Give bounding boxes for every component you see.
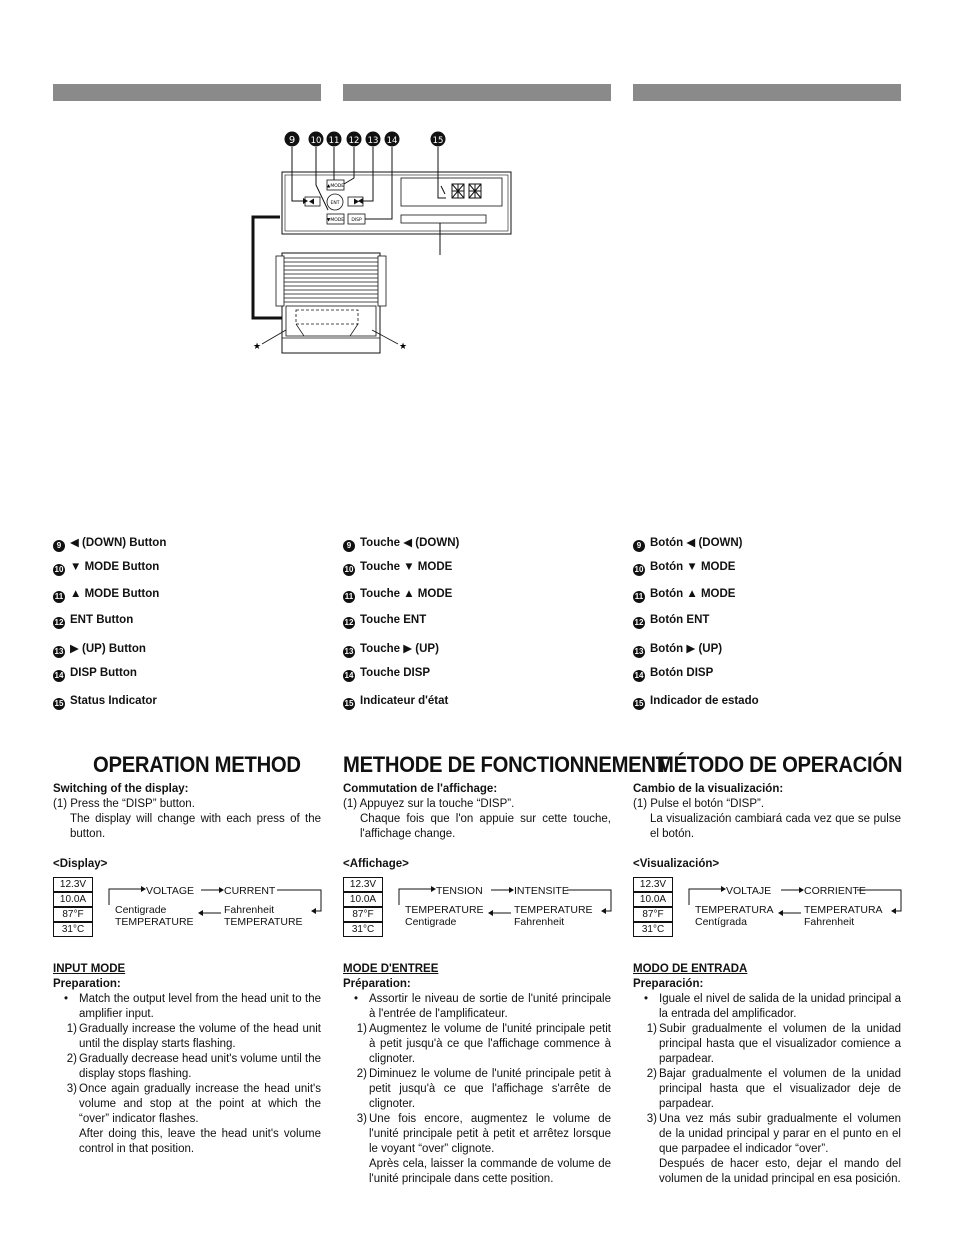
switch-detail: Chaque fois que l'on appuie sur cette touche, l'affichage change. [360,813,611,840]
flow-top-b: CURRENT [224,885,276,897]
input-mode-heading: MODE D'ENTREE [343,963,439,975]
preparation-heading: Préparation: [343,978,411,990]
flow-top-a: VOLTAJE [726,885,772,897]
svg-text:▼MODE: ▼MODE [326,218,345,223]
part-item: 14 DISP Button [54,667,137,680]
part-item: 12 Touche ENT [344,614,427,627]
part-item: 11 Botón ▲ MODE [634,588,736,601]
part-item: 13 Botón ▶ (UP) [634,643,723,656]
svg-text:ENT: ENT [330,201,340,206]
number-badge: 10 [344,565,354,574]
display-value: 12.3V [633,877,673,892]
part-item: 12 Botón ENT [634,614,710,627]
part-item: 9 ◀ (DOWN) Button [53,535,166,552]
step-item: 1) Subir gradualmente el volumen de la unidad principal hasta que el visualizador comience a parpadear. [646,1023,901,1065]
flow-top-b: INTENSITE [514,885,569,897]
display-value: 31°C [343,922,383,937]
preparation-heading: Preparación: [633,978,704,990]
display-value: 31°C [633,922,673,937]
display-flow [633,875,905,945]
part-item: 10 ▼ MODE Button [54,561,160,574]
number-badge: 11 [54,592,64,601]
switch-heading: Cambio de la visualización: [633,783,784,795]
part-item: 12 ENT Button [54,614,134,627]
number-badge: 9 [53,540,65,552]
switch-detail: The display will change with each press of the button. [70,813,321,840]
callout-14: 14 [386,136,398,146]
part-item: 10 Touche ▼ MODE [344,561,453,574]
part-item: 11 ▲ MODE Button [54,588,160,601]
flow-top-a: VOLTAGE [146,885,195,897]
part-item: 14 Botón DISP [634,667,714,680]
display-heading: <Affichage> [343,858,409,870]
part-item: 10 Botón ▼ MODE [634,561,736,574]
number-badge: 15 [634,699,644,708]
callout-9: 9 [288,135,296,146]
preparation-bullet: • Match the output level from the head unit to the amplifier input. [53,992,321,1022]
after-note: Después de hacer esto, dejar el mando del volumen de la unidad principal en esa posición. [659,1158,901,1185]
switch-detail: La visualización cambiará cada vez que se pulse el botón. [650,813,901,840]
flow-bottom-b: Fahrenheit TEMPERATURE [224,904,303,928]
preparation-heading: Preparation: [53,978,121,990]
flow-bottom-b: TEMPERATURE Fahrenheit [514,904,593,928]
part-item: 13 Touche ▶ (UP) [344,643,439,656]
number-badge: 12 [344,618,354,627]
svg-text:▲MODE: ▲MODE [326,184,345,189]
number-badge: 13 [54,647,64,656]
display-value: 10.0A [53,892,93,907]
callout-11: 11 [328,136,340,146]
display-value: 87°F [633,907,673,922]
callout-13: 13 [367,136,379,146]
number-badge: 9 [633,540,645,552]
part-item: 14 Touche DISP [344,667,431,680]
display-flow [343,875,615,945]
star-mark-right: ★ [398,342,408,352]
switch-step: (1) Pulse el botón “DISP”. [633,798,765,810]
step-item: 3) Une fois encore, augmentez le volume de l'unité principale petit à petit et arrêtez lorsque le voyant “over” clignote. [356,1113,611,1155]
part-item: 15 Status Indicator [54,695,157,708]
flow-bottom-a: TEMPERATURE Centigrade [405,904,484,928]
number-badge: 9 [343,540,355,552]
number-badge: 10 [54,565,64,574]
step-item: 3) Once again gradually increase the head unit's volume and stop at the point at which the “over” indicator flashes. [66,1083,321,1125]
number-badge: 12 [634,618,644,627]
step-item: 1) Augmentez le volume de l'unité principale petit à petit jusqu'à ce que l'affichage commence à clignoter. [356,1023,611,1065]
section-title: OPERATION METHOD [93,752,301,777]
star-mark-left: ★ [252,342,262,352]
number-badge: 12 [54,618,64,627]
step-item: 3) Una vez más subir gradualmente el volumen de la unidad principal y parar en el punto en el que parpadee el indicador “over”. [646,1113,901,1155]
svg-text:DISP: DISP [351,218,362,223]
switch-step: (1) Press the “DISP” button. [53,798,195,810]
display-heading: <Display> [53,858,108,870]
display-value: 12.3V [53,877,93,892]
step-item: 2) Bajar gradualmente el volumen de la unidad principal hasta que el visualizador deje de parpadear. [646,1068,901,1110]
callout-15: 15 [432,136,444,146]
part-item: 11 Touche ▲ MODE [344,588,453,601]
display-value: 12.3V [343,877,383,892]
number-badge: 10 [634,565,644,574]
flow-top-a: TENSION [436,885,483,897]
flow-bottom-a: Centigrade TEMPERATURE [115,904,194,928]
number-badge: 13 [634,647,644,656]
switch-step: (1) Appuyez sur la touche “DISP”. [343,798,515,810]
switch-heading: Switching of the display: [53,783,189,795]
number-badge: 14 [344,671,354,680]
section-title: METHODE DE FONCTIONNEMENT [343,752,668,777]
after-note: After doing this, leave the head unit's volume control in that position. [79,1128,321,1155]
part-item: 9 Touche ◀ (DOWN) [343,535,459,552]
flow-bottom-b: TEMPERATURA Fahrenheit [804,904,883,928]
display-value: 10.0A [633,892,673,907]
display-value: 87°F [53,907,93,922]
step-item: 1) Gradually increase the volume of the head unit until the display starts flashing. [66,1023,321,1050]
display-heading: <Visualización> [633,858,720,870]
section-title: MÉTODO DE OPERACIÓN [657,752,903,777]
number-badge: 11 [344,592,354,601]
part-item: 15 Indicador de estado [634,695,759,708]
input-mode-heading: INPUT MODE [53,963,126,975]
switch-heading: Commutation de l'affichage: [343,783,498,795]
flow-top-b: CORRIENTE [804,885,866,897]
preparation-bullet: • Assortir le niveau de sortie de l'unité principale à l'entrée de l'amplificateur. [343,992,611,1022]
number-badge: 15 [344,699,354,708]
display-value: 31°C [53,922,93,937]
callout-12: 12 [348,136,360,146]
number-badge: 14 [634,671,644,680]
number-badge: 15 [54,699,64,708]
after-note: Après cela, laisser la commande de volume de l'unité principale dans cette position. [369,1158,611,1185]
number-badge: 13 [344,647,354,656]
part-item: 13 ▶ (UP) Button [54,643,146,656]
display-value: 10.0A [343,892,383,907]
amplifier-diagram [0,0,954,360]
display-value: 87°F [343,907,383,922]
display-flow [53,875,325,945]
step-item: 2) Diminuez le volume de l'unité principale petit à petit jusqu'à ce que l'affichage s'arrête de clignoter. [356,1068,611,1110]
step-item: 2) Gradually decrease head unit's volume until the display stops flashing. [66,1053,321,1080]
callout-10: 10 [310,136,322,146]
input-mode-heading: MODO DE ENTRADA [633,963,748,975]
preparation-bullet: • Iguale el nivel de salida de la unidad principal a la entrada del amplificador. [633,992,901,1022]
part-item: 9 Botón ◀ (DOWN) [633,535,743,552]
number-badge: 14 [54,671,64,680]
part-item: 15 Indicateur d'état [344,695,449,708]
number-badge: 11 [634,592,644,601]
flow-bottom-a: TEMPERATURA Centígrada [695,904,774,928]
